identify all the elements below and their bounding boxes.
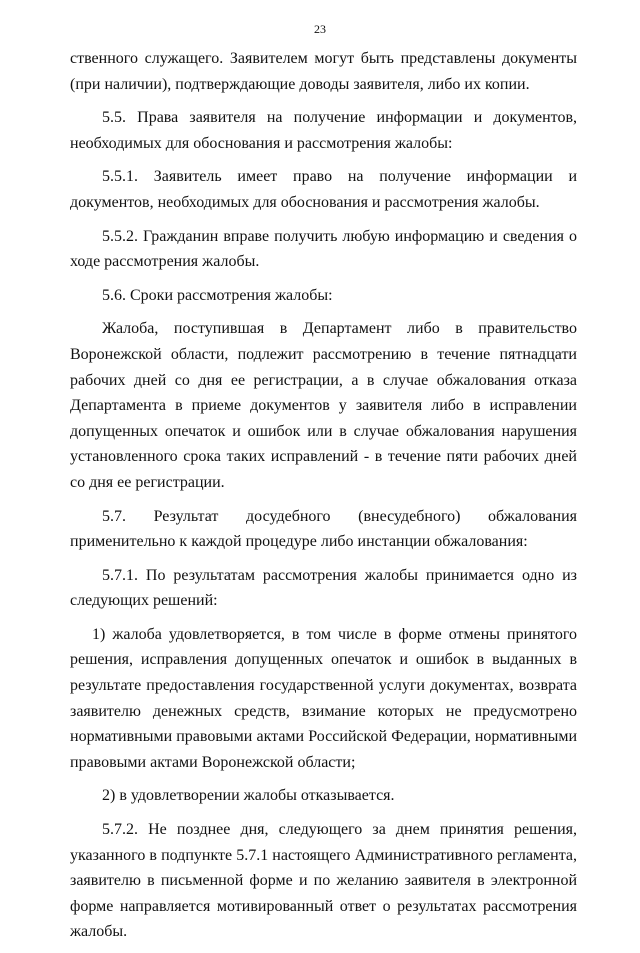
paragraph-5-5: 5.5. Права заявителя на получение информации и документов, необходимых для обоснования и рассмотрения жалобы:: [70, 109, 577, 152]
paragraph-5-7: 5.7. Результат досудебного (внесудебного) обжалования применительно к каждой процедуре либо инстанции обжалования:: [70, 507, 577, 551]
paragraph-5-6-text: Жалоба, поступившая в Департамент либо в правительство Воронежской области, подлежит рассмотрению в течение пятнадцати рабочих дней со дня ее регистрации, а в случае обжалования отказа Департамента в приеме документов у заявителя либо в исправлении допущенных опечаток и ошибок или в случае обжалования нарушения установленного срока таких исправлений - в течение пяти рабочих дней со дня ее регистрации.: [70, 320, 577, 491]
paragraph-5-5-1: 5.5.1. Заявитель имеет право на получение информации и документов, необходимых для обоснования и рассмотрения жалобы.: [70, 168, 577, 211]
list-item-1: 1) жалоба удовлетворяется, в том числе в форме отмены принятого решения, исправления допущенных опечаток и ошибок в выданных в результате предоставления государственной услуги документах, возврата заявителю денежных средств, взимание которых не предусмотрено нормативными правовыми актами Российской Федерации, нормативными правовыми актами Воронежской области;: [70, 625, 577, 771]
paragraph-5-7-1: 5.7.1. По результатам рассмотрения жалобы принимается одно из следующих решений:: [70, 566, 577, 610]
paragraph-5-5-2: 5.5.2. Гражданин вправе получить любую информацию и сведения о ходе рассмотрения жалобы.: [70, 227, 577, 271]
paragraph-5-6: 5.6. Сроки рассмотрения жалобы:: [102, 286, 333, 304]
document-body: [70, 46, 577, 953]
paragraph-5-7-2: 5.7.2. Не позднее дня, следующего за днем принятия решения, указанного в подпункте 5.7.1 настоящего Административного регламента, заявителю в письменной форме и по желанию заявителя в электронной форме направляется мотивированный ответ о результатах рассмотрения жалобы.: [70, 821, 577, 941]
page-number: 23: [314, 22, 326, 36]
paragraph-continuation: ственного служащего. Заявителем могут быть представлены документы (при наличии), подтверждающие доводы заявителя, либо их копии.: [70, 50, 577, 93]
list-item-2: 2) в удовлетворении жалобы отказывается.: [102, 787, 395, 805]
